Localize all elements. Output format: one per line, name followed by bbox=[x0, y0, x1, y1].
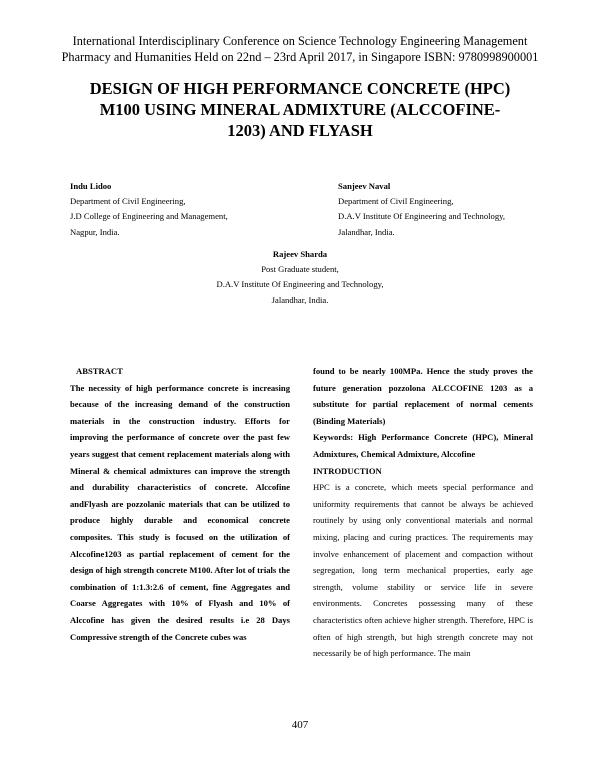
author-affiliation-line: Jalandhar, India. bbox=[338, 226, 395, 237]
author-affiliation-line: D.A.V Institute Of Engineering and Technology, bbox=[216, 279, 384, 290]
title-line-1: DESIGN OF HIGH PERFORMANCE CONCRETE (HPC) bbox=[89, 79, 511, 98]
conference-header-line-2: Pharmacy and Humanities Held on 22nd – 23rd April 2017, in Singapore ISBN: 9780998900001 bbox=[61, 50, 539, 64]
author-block-1 bbox=[70, 179, 228, 240]
author-affiliation-line: J.D College of Engineering and Management, bbox=[70, 211, 228, 222]
abstract-heading: ABSTRACT bbox=[76, 366, 123, 376]
author-affiliation-line: D.A.V Institute Of Engineering and Technology, bbox=[338, 211, 506, 222]
introduction-body: HPC is a concrete, which meets special performance and uniformity requirements that cannot be always be achieved routinely by using only conventional materials and normal mixing, placing and curing practices. The requirements may involve enhancement of placement and compaction without segregation, long term mechanical properties, early age strength, volume stability or service life in severe environments. Concretes possessing many of these characteristics often achieve higher strength. Therefore, HPC is often of high strength, but high strength concrete may not necessarily be of high performance. The main bbox=[313, 482, 533, 659]
author-affiliation-line: Department of Civil Engineering, bbox=[338, 196, 454, 207]
author-block-2 bbox=[338, 179, 505, 240]
right-column bbox=[313, 363, 533, 662]
author-block-3 bbox=[0, 247, 600, 308]
conference-header bbox=[40, 33, 560, 65]
title-line-3: 1203) AND FLYASH bbox=[227, 121, 373, 140]
keywords: Keywords: High Performance Concrete (HPC), Mineral Admixtures, Chemical Admixture, Alccofine bbox=[313, 432, 533, 459]
author-name: Sanjeev Naval bbox=[338, 181, 391, 191]
title-line-2: M100 USING MINERAL ADMIXTURE (ALCCOFINE- bbox=[99, 100, 501, 119]
author-affiliation-line: Jalandhar, India. bbox=[271, 294, 329, 305]
abstract-body: The necessity of high performance concrete is increasing because of the increasing demand of the construction materials in the construction industry. Efforts for improving the performance of concrete over the past few years suggest that cement replacement materials along with Mineral & chemical admixtures can improve the strength and durability characteristics of concrete. Alccofine andFlyash are pozzolanic materials that can be utilized to produce highly durable and economical concrete composites. This study is focused on the utilization of Alccofine1203 as partial replacement of cement for the design of high strength concrete M100. After lot of trials the combination of 1:1.3:2.6 of cement, fine Aggregates and Coarse Aggregates with 10% of Flyash and 10% of Alccofine has given the desired results i.e 28 Days Compressive strength of the Concrete cubes was bbox=[70, 382, 290, 642]
conference-header-line-1: International Interdisciplinary Conference on Science Technology Engineering Management bbox=[72, 34, 528, 48]
left-column bbox=[70, 363, 290, 645]
introduction-heading: INTRODUCTION bbox=[313, 465, 382, 476]
abstract-continuation: found to be nearly 100MPa. Hence the study proves the future generation pozzolona ALCCOFINE 1203 as a substitute for partial replacement of normal cements (Binding Materials) bbox=[313, 366, 533, 426]
paper-title bbox=[40, 78, 560, 141]
author-affiliation-line: Nagpur, India. bbox=[70, 226, 120, 237]
author-name: Rajeev Sharda bbox=[272, 249, 328, 259]
author-name: Indu Lidoo bbox=[70, 181, 112, 191]
author-affiliation-line: Department of Civil Engineering, bbox=[70, 196, 186, 207]
page-number: 407 bbox=[291, 719, 309, 731]
author-affiliation-line: Post Graduate student, bbox=[261, 264, 339, 275]
